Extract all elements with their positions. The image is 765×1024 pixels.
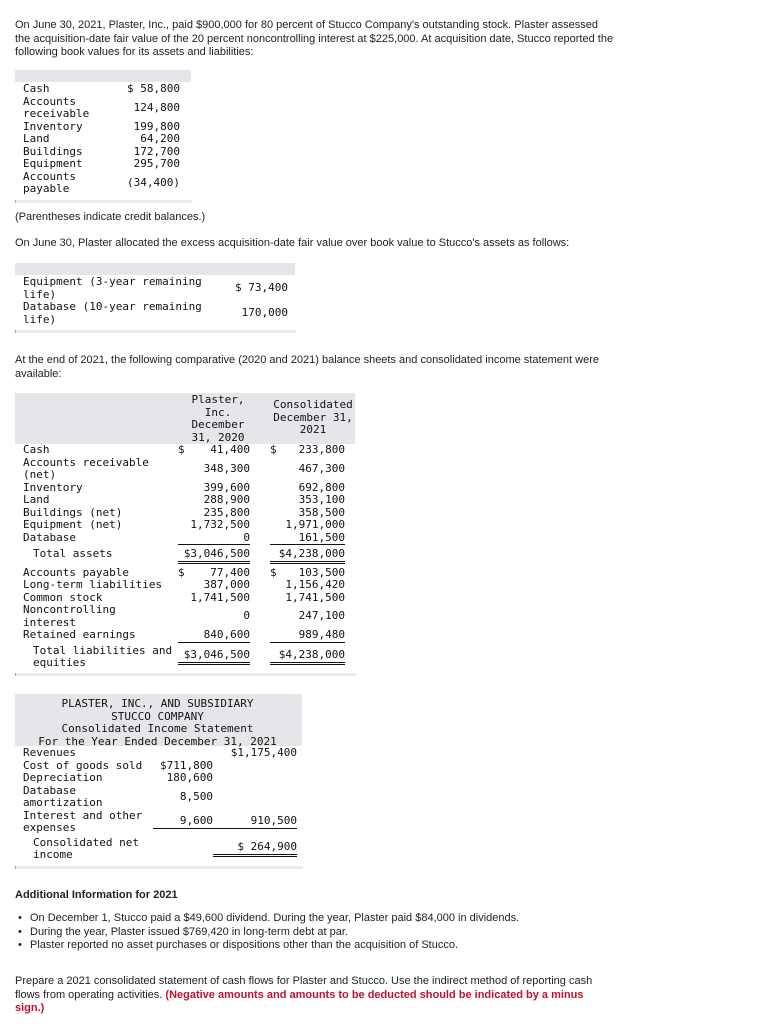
row-value-total: 910,500 [213, 815, 297, 829]
row-value-total: $1,175,400 [230, 746, 297, 759]
table-row [23, 785, 303, 810]
row-label: Inventory [23, 119, 83, 133]
table-row [23, 532, 358, 546]
table-row [23, 83, 193, 96]
row-label: Land [23, 493, 50, 506]
table-row [23, 494, 358, 507]
column-gap [250, 548, 270, 564]
table-divider [15, 673, 356, 676]
table-row [23, 133, 193, 146]
prompt-text [15, 975, 615, 1016]
amount: 41,400 [210, 443, 250, 456]
table-row [23, 96, 193, 121]
row-label: Accounts receivable (net) [23, 455, 149, 481]
row-value: 199,800 [133, 119, 180, 133]
title-company: PLASTER, INC., AND SUBSIDIARY STUCCO COMPANY [61, 697, 254, 723]
row-value: 64,200 [140, 132, 180, 145]
table-row-total-le [23, 645, 358, 670]
table-row [23, 158, 193, 171]
amount: 103,500 [298, 565, 345, 579]
list-item: • Plaster reported no asset purchases or dispositions other than the acquisition of Stucco. [18, 939, 718, 953]
row-label: Common stock [23, 590, 103, 604]
dollar-sign: $ [178, 565, 185, 579]
prompt-instruction: Prepare a 2021 consolidated statement of cash flows for Plaster and Stucco. Use the indirect method of reporting cash flows from operating activities. [15, 975, 593, 1001]
amount: 233,800 [298, 443, 345, 456]
row-label: Accounts payable [23, 169, 76, 195]
book-values-header-bar [15, 70, 191, 82]
row-label: Total assets [33, 547, 113, 560]
row-value-detail: 8,500 [179, 789, 213, 803]
row-value-2021: $4,238,000 [270, 548, 345, 564]
title-period: For the Year Ended December 31, 2021 [38, 734, 277, 748]
row-label: Database [23, 530, 76, 544]
paren-note: (Parentheses indicate credit balances.) [15, 211, 206, 223]
amount: 77,400 [210, 565, 250, 579]
row-label: Equipment [23, 157, 83, 170]
column-gap [250, 494, 270, 507]
row-value: 295,700 [133, 157, 180, 170]
row-value-2021: 353,100 [298, 493, 345, 506]
row-label: Land [23, 132, 50, 145]
list-item: • On December 1, Stucco paid a $49,600 dividend. During the year, Plaster paid $84,000 in dividends. [18, 912, 718, 926]
table-row-net-income [23, 837, 303, 862]
table-row [23, 519, 358, 532]
row-value-2021: 692,800 [298, 480, 345, 494]
row-label: Cost of goods sold [23, 758, 143, 772]
table-divider [15, 200, 192, 203]
row-value-2020 [178, 444, 250, 457]
list-item: • During the year, Plaster issued $769,420 in long-term debt at par. [18, 926, 718, 940]
table-row [23, 444, 358, 457]
row-value-2020: 840,600 [178, 629, 250, 643]
row-value-2021: 467,300 [298, 461, 345, 475]
column-gap [135, 747, 215, 760]
row-value-2021 [270, 444, 345, 457]
column-gap [250, 592, 270, 605]
row-label: Cash [23, 82, 50, 95]
row-value-2021: $4,238,000 [270, 649, 345, 665]
row-value-2020: 0 [243, 609, 250, 623]
column-gap [250, 567, 270, 580]
row-value: 172,700 [133, 144, 180, 158]
column-gap [250, 507, 270, 520]
income-statement-table [23, 747, 303, 862]
column-gap [250, 444, 270, 457]
table-row-total-assets [23, 548, 358, 564]
table-row [23, 579, 358, 592]
row-label: Inventory [23, 480, 83, 494]
row-label: Consolidated net income [33, 835, 139, 861]
column-gap [250, 532, 270, 546]
income-statement-title [25, 698, 290, 748]
table-row [23, 301, 295, 326]
table-row [23, 604, 358, 629]
row-value: (34,400) [127, 175, 180, 189]
table-row [23, 747, 303, 760]
table-row [23, 276, 295, 301]
allocation-table [23, 276, 295, 326]
row-value-detail: 9,600 [153, 815, 213, 829]
row-value-detail: $711,800 [160, 758, 213, 772]
row-value-2021: 1,156,420 [285, 578, 345, 591]
row-value-2021: 161,500 [270, 532, 345, 546]
row-label: Retained earnings [23, 628, 136, 641]
prompt-note: (Negative amounts and amounts to be deducted should be indicated by a minus sign.) [15, 988, 584, 1015]
row-label: Cash [23, 443, 50, 456]
row-label: Buildings (net) [23, 505, 123, 519]
dollar-sign: $ [270, 565, 277, 579]
row-value-detail: 180,600 [166, 771, 213, 784]
row-label: Interest and other expenses [23, 808, 143, 834]
row-value-2021: 358,500 [298, 505, 345, 519]
row-label: Long-term liabilities [23, 578, 163, 591]
book-values-table [23, 83, 193, 196]
table-divider [15, 866, 303, 869]
row-value-2020: 0 [178, 532, 250, 546]
bs-intro: At the end of 2021, the following comparative (2020 and 2021) balance sheets and consolidated income statement were available: [15, 354, 599, 380]
column-gap [250, 482, 270, 495]
row-value-2020: 235,800 [203, 505, 250, 519]
table-row [23, 457, 358, 482]
row-value-2021: 247,100 [298, 609, 345, 623]
row-value-2020: $3,046,500 [178, 548, 250, 564]
row-label: Buildings [23, 144, 83, 158]
row-value-2020: 399,600 [203, 480, 250, 494]
row-value: $ 73,400 [235, 281, 288, 295]
row-label: Database amortization [23, 783, 103, 809]
row-value: $ 58,800 [127, 82, 180, 95]
title-statement: Consolidated Income Statement [61, 722, 254, 735]
row-value-2021: 989,480 [270, 629, 345, 643]
column-gap [250, 579, 270, 592]
row-value-2020: 1,732,500 [190, 518, 250, 531]
table-row [23, 629, 358, 643]
col-header-consolidated-2021: Consolidated December 31, 2021 [273, 398, 353, 436]
row-value-2020: 348,300 [203, 461, 250, 475]
balance-sheet-table [23, 444, 358, 670]
alloc-intro: On June 30, Plaster allocated the excess acquisition-date fair value over book value to Stucco's assets as follows: [15, 237, 570, 249]
row-label: Equipment (net) [23, 518, 123, 531]
row-value-2020: 288,900 [203, 493, 250, 506]
row-value-2020: $3,046,500 [178, 649, 250, 665]
table-divider [15, 330, 296, 333]
allocation-header-bar [15, 263, 295, 275]
row-value-2021: 1,741,500 [285, 590, 345, 604]
row-value: 170,000 [241, 306, 288, 320]
column-gap [250, 519, 270, 532]
row-value-2020: 1,741,500 [190, 590, 250, 604]
row-label: Noncontrolling interest [23, 603, 116, 629]
row-value-2020: 387,000 [203, 578, 250, 591]
intro-text: On June 30, 2021, Plaster, Inc., paid $900,000 for 80 percent of Stucco Company's outstanding stock. Plaster assessed the acquisition-date fair value of the 20 percent noncontrolling interest at $225,000. At acquisition date, Stucco reported the following book values for its assets and liabilities: [15, 19, 614, 59]
row-label: Equipment (3-year remaining life) [23, 275, 202, 301]
col-header-plaster-2020: Plaster, Inc. December 31, 2020 [191, 393, 245, 444]
row-label: Total liabilities and equities [33, 643, 173, 669]
column-gap [250, 629, 270, 643]
row-label: Accounts payable [23, 565, 129, 579]
row-label: Depreciation [23, 771, 103, 784]
row-value-total: $ 264,900 [213, 841, 297, 857]
dollar-sign: $ [270, 443, 277, 456]
table-row [23, 171, 193, 196]
row-value-2021: 1,971,000 [285, 518, 345, 531]
row-label: Revenues [23, 746, 76, 759]
row-label: Accounts receivable [23, 94, 90, 120]
table-row [23, 772, 303, 785]
row-label: Database (10-year remaining life) [23, 300, 202, 326]
additional-info-list [18, 912, 718, 953]
additional-info-title: Additional Information for 2021 [15, 889, 178, 901]
table-row [23, 810, 303, 835]
row-value: 124,800 [133, 100, 180, 114]
dollar-sign: $ [178, 443, 185, 456]
